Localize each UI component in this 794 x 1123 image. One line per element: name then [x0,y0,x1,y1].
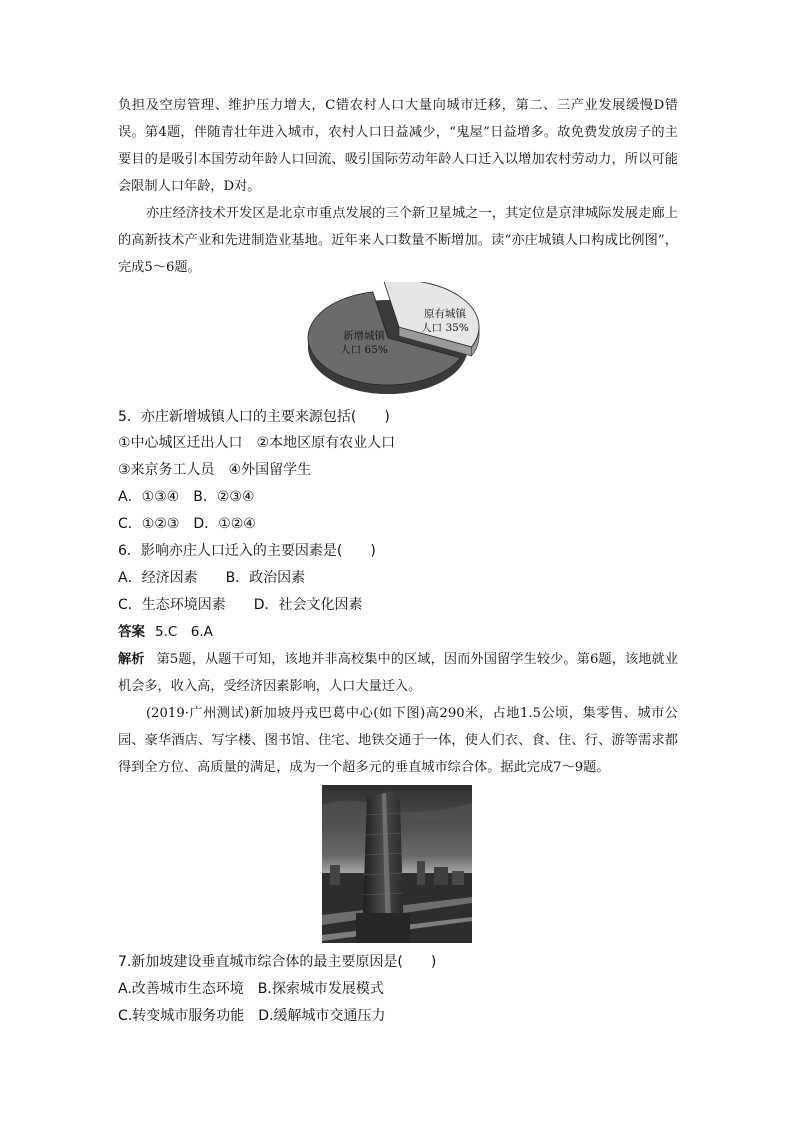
photo-building [330,865,340,885]
answer-line [118,620,213,644]
q5-options-ab: A．①③④ B．②③④ [118,489,255,505]
q6-stem: 6．影响亦庄人口迁入的主要因素是( ) [118,543,376,559]
pie-label-new-line1: 新增城镇 [343,330,385,342]
passage-yizhuang-intro: 亦庄经济技术开发区是北京市重点发展的三个新卫星城之一，其定位是京津城际发展走廊上的高新技术产业和先进制造业基地。近年来人口数量不断增加。读“亦庄城镇人口构成比例图”，完成5～6题。 [118,206,678,275]
q6-options-cd: C．生态环境因素 D．社会文化因素 [118,597,363,613]
q7-stem: 7.新加坡建设垂直城市综合体的最主要原因是( ) [118,954,437,970]
passage-singapore-tower: (2019·广州测试)新加坡丹戎巴葛中心(如下图)高290米，占地1.5公顷，集零售、城市公园、豪华酒店、写字楼、图书馆、住宅、地铁交通于一体，使人们衣、食、住、行、游等需求都得到全方位、高质量的满足，成为一个超多元的垂直城市综合体。据此完成7～9题。 [118,706,678,775]
analysis-paragraph [118,646,678,700]
q7-options-ab: A.改善城市生态环境 B.探索城市发展模式 [118,981,384,997]
pie-label-original-line2: 人口 35% [421,322,469,334]
analysis-label: 解析 [118,652,145,667]
photo-tower-podium [356,913,410,943]
photo-building [452,871,464,885]
q5-stem: 5．亦庄新增城镇人口的主要来源包括( ) [118,409,390,425]
photo-building [417,861,425,885]
pie-label-original-line1: 原有城镇 [424,308,466,320]
photo-building [434,867,448,885]
tanjong-pagar-centre-photo [322,785,472,943]
q6-options-ab: A．经济因素 B．政治因素 [118,570,306,586]
q5-items-3-4: ③来京务工人员 ④外国留学生 [118,462,312,478]
q7-options-cd: C.转变城市服务功能 D.缓解城市交通压力 [118,1008,386,1024]
answer-value: 5.C 6.A [155,624,213,640]
passage-q3-4-explanation: 负担及空房管理、维护压力增大，C错农村人口大量向城市迁移，第二、三产业发展缓慢D错误。第4题，伴随青壮年进入城市，农村人口日益减少，“鬼屋”日益增多。故免费发放房子的主要目的是吸引本国劳动年龄人口回流、吸引国际劳动年龄人口迁入以增加农村劳动力，所以可能会限制人口年龄，D对。 [118,98,678,194]
pie-label-new-line2: 人口 65% [340,344,388,356]
answer-label: 答案 [118,624,145,640]
q5-items-1-2: ①中心城区迁出人口 ②本地区原有农业人口 [118,435,396,451]
yizhuang-population-pie-chart [300,282,500,400]
analysis-text: 第5题，从题干可知，该地并非高校集中的区域，因而外国留学生较少。第6题，该地就业机会多，收入高，受经济因素影响，人口大量迁入。 [118,652,679,694]
q5-options-cd: C．①②③ D．①②④ [118,516,256,532]
